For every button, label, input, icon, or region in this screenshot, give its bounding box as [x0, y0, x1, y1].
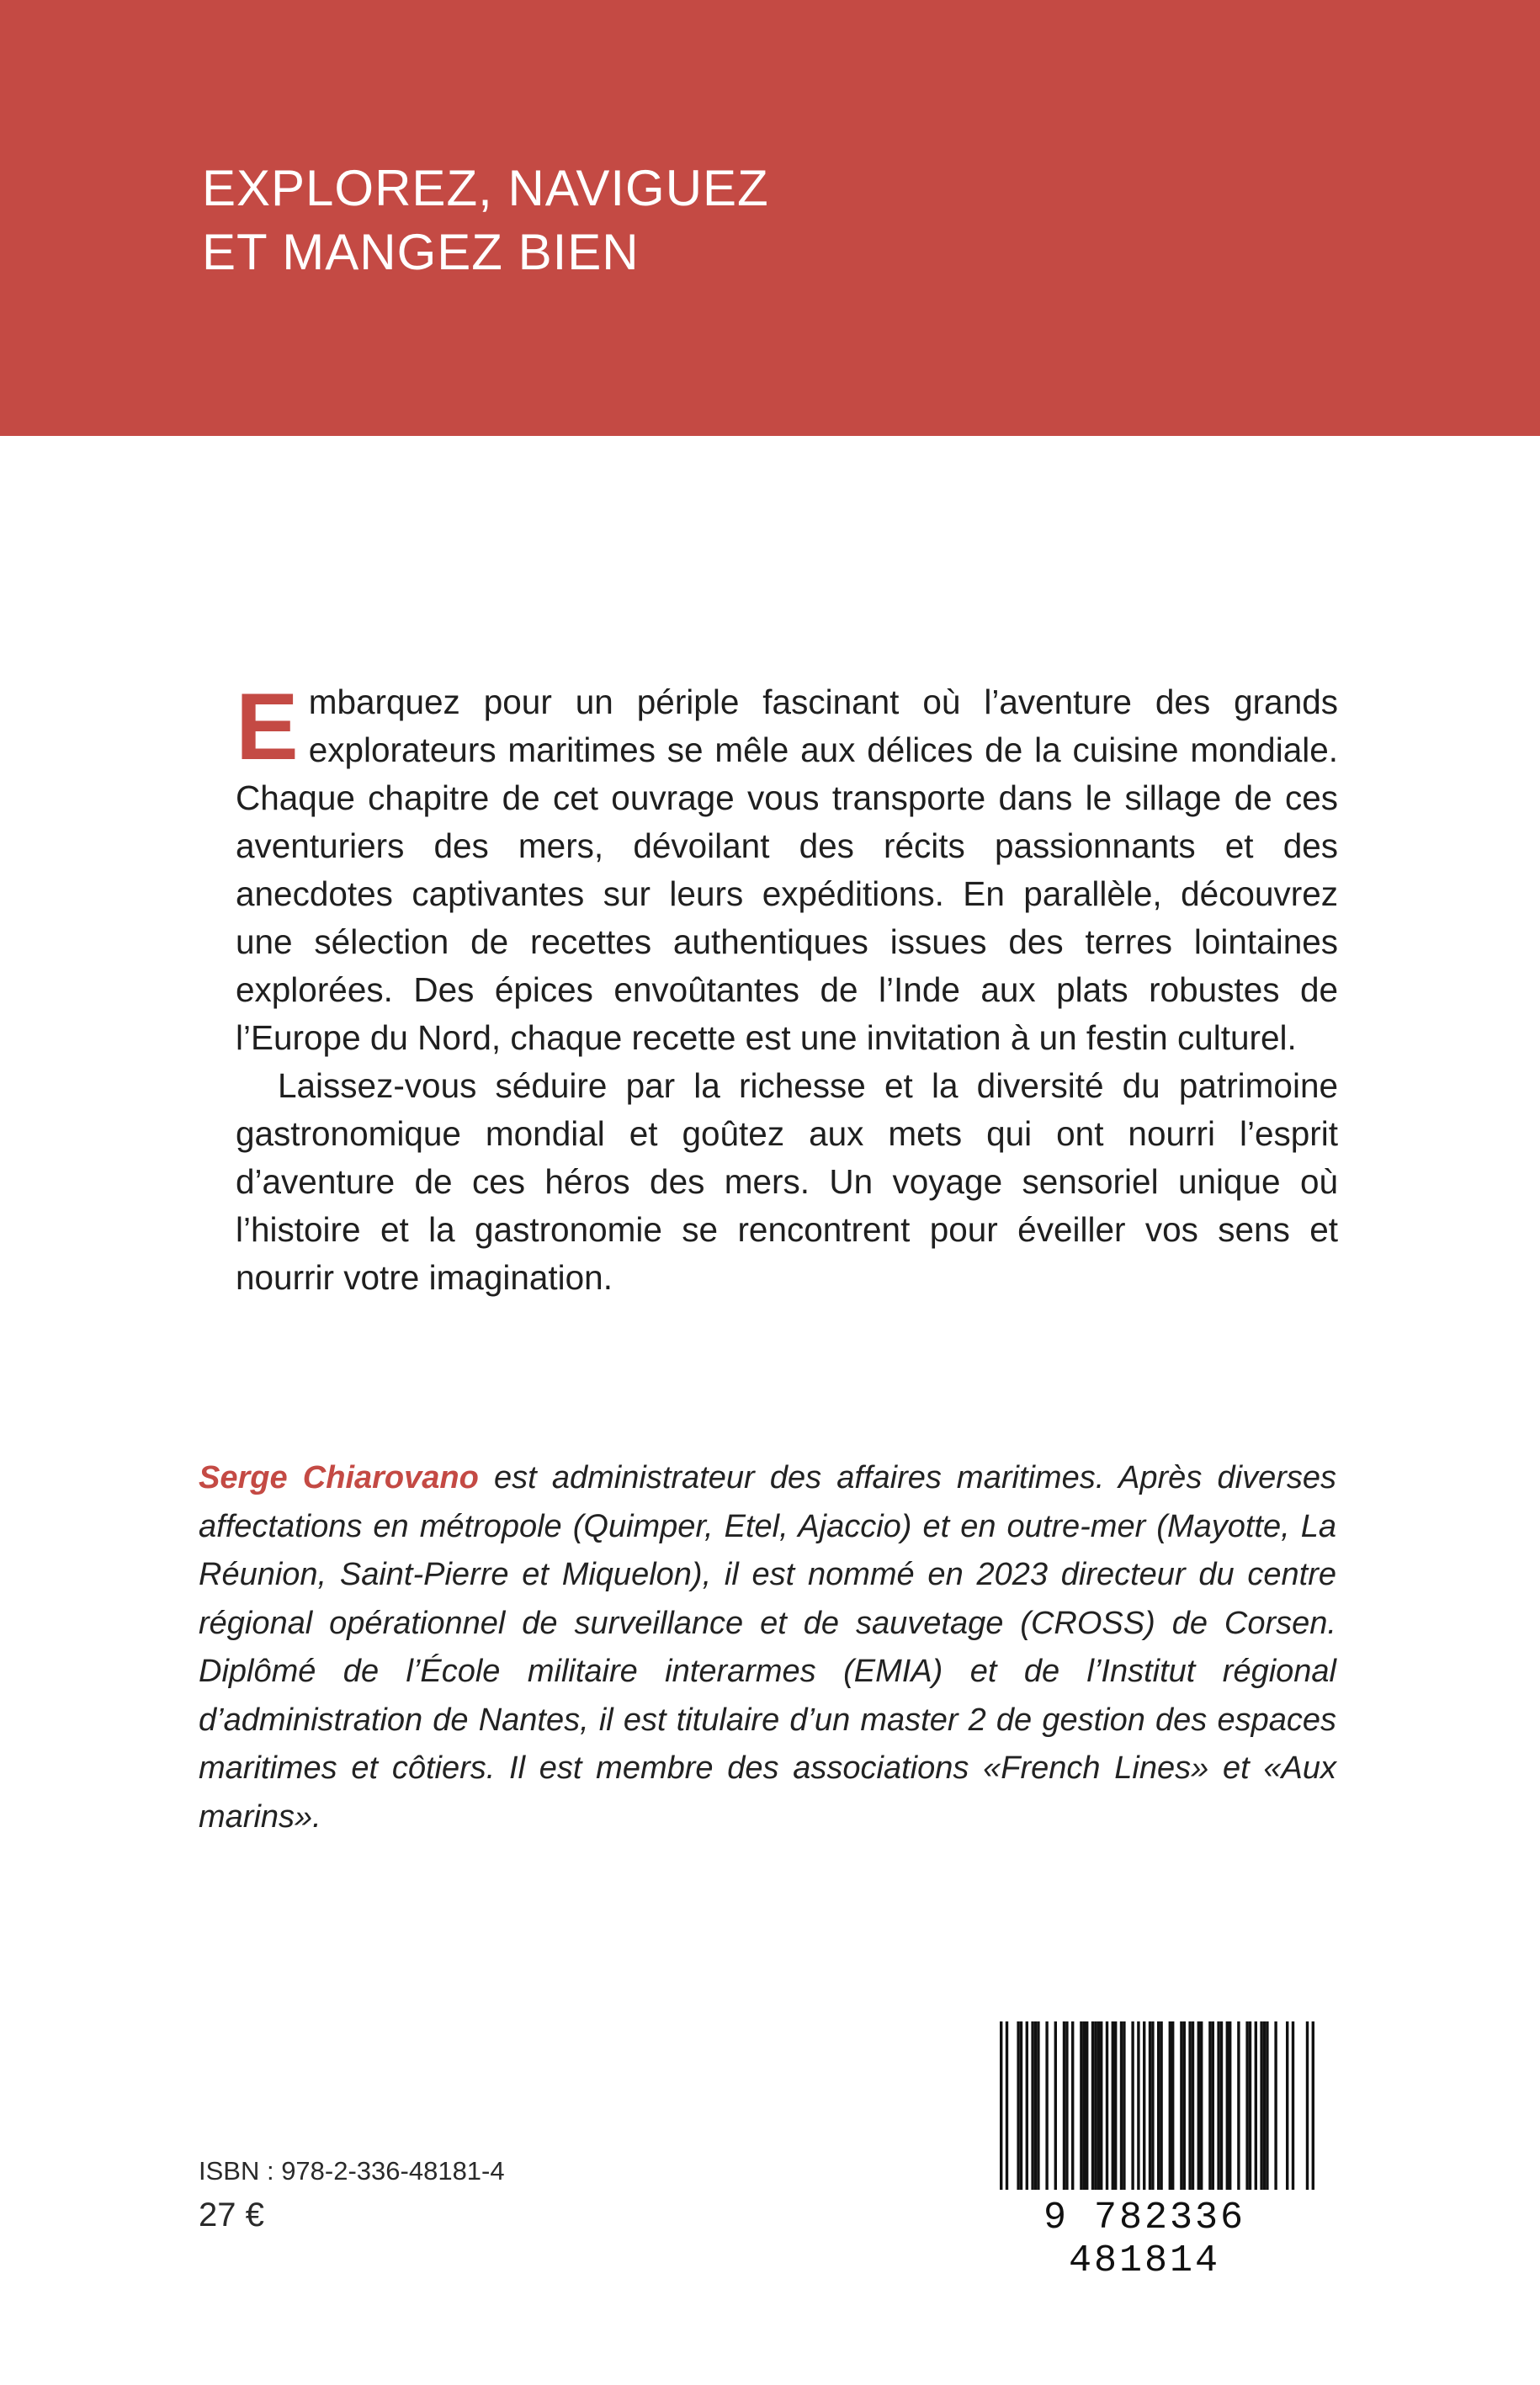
- author-bio: [199, 1454, 1336, 1841]
- barcode-bar: [1208, 2021, 1211, 2190]
- barcode-bar: [1263, 2021, 1266, 2190]
- barcode-bar: [1306, 2021, 1309, 2190]
- price-label: 27 €: [199, 2196, 264, 2234]
- barcode-bar: [1212, 2021, 1214, 2190]
- barcode-digits: 9 782336 481814: [1043, 2196, 1246, 2282]
- barcode-bar: [1031, 2021, 1033, 2190]
- barcode-bar: [1120, 2021, 1123, 2190]
- barcode-bar: [1192, 2021, 1194, 2190]
- barcode-bar: [1274, 2021, 1277, 2190]
- barcode-bar: [1006, 2021, 1008, 2190]
- barcode-bar: [1020, 2021, 1022, 2190]
- blurb-paragraph-1-text: mbarquez pour un périple fascinant où l’aventure des grands explorateurs maritimes se mêle aux délices de la cuisine mondiale. Chaque chapitre de cet ouvrage vous transporte dans le sillage de ces aventuriers des mers, dévoilant des récits passionnants et des anecdotes captivantes sur leurs expéditions. En parallèle, découvrez une sélection de recettes authentiques issues des terres lointaines explorées. Des épices envoûtantes de l’Inde aux plats robustes de l’Europe du Nord, chaque recette est une invitation à un festin culturel.: [236, 683, 1338, 1057]
- barcode-bar: [1143, 2021, 1145, 2190]
- barcode-bar: [1149, 2021, 1151, 2190]
- barcode-bar: [1086, 2021, 1088, 2190]
- barcode-bar: [1157, 2021, 1160, 2190]
- barcode-bar: [1255, 2021, 1257, 2190]
- barcode-bar: [1106, 2021, 1108, 2190]
- book-title-line-2: ET MANGEZ BIEN: [202, 224, 640, 280]
- barcode-bar: [1091, 2021, 1094, 2190]
- barcode-bar: [1312, 2021, 1314, 2190]
- drop-cap: E: [236, 674, 299, 779]
- barcode-bar: [1188, 2021, 1191, 2190]
- barcode-bar: [1114, 2021, 1117, 2190]
- barcode-bar: [1220, 2021, 1223, 2190]
- barcode: [956, 2021, 1333, 2282]
- barcode-bar: [1017, 2021, 1019, 2190]
- barcode-bar: [1160, 2021, 1162, 2190]
- barcode-bar: [1112, 2021, 1114, 2190]
- author-bio-text: est administrateur des affaires maritimes. Après diverses affectations en métropole (Quimper, Etel, Ajaccio) et en outre-mer (Mayotte, La Réunion, Saint-Pierre et Miquelon), il est nommé en 2023 directeur du centre régional opérationnel de surveillance et de sauvetage (CROSS) de Corsen. Diplômé de l’École militaire interarmes (EMIA) et de l’Institut régional d’administration de Nantes, il est titulaire d’un master 2 de gestion des espaces maritimes et côtiers. Il est membre des associations «French Lines» et «Aux marins».: [199, 1460, 1336, 1835]
- barcode-bar: [1000, 2021, 1002, 2190]
- barcode-bar: [1266, 2021, 1268, 2190]
- barcode-bar: [1200, 2021, 1203, 2190]
- book-title-line-1: EXPLOREZ, NAVIGUEZ: [202, 160, 769, 216]
- barcode-bar: [1237, 2021, 1240, 2190]
- barcode-bar: [1226, 2021, 1229, 2190]
- barcode-bar: [1054, 2021, 1057, 2190]
- barcode-bar: [1097, 2021, 1100, 2190]
- barcode-bar: [1037, 2021, 1039, 2190]
- barcode-bar: [1063, 2021, 1065, 2190]
- barcode-bars: [956, 2021, 1333, 2198]
- barcode-bar: [1180, 2021, 1182, 2190]
- barcode-bar: [1045, 2021, 1048, 2190]
- barcode-bar: [1245, 2021, 1248, 2190]
- barcode-bar: [1083, 2021, 1086, 2190]
- barcode-bar: [1094, 2021, 1097, 2190]
- book-title: [202, 157, 769, 284]
- barcode-bar: [1071, 2021, 1074, 2190]
- barcode-bar: [1151, 2021, 1154, 2190]
- barcode-bar: [1169, 2021, 1171, 2190]
- back-cover-blurb: [236, 674, 1338, 1302]
- barcode-bar: [1034, 2021, 1037, 2190]
- barcode-bar: [1171, 2021, 1174, 2190]
- barcode-bar: [1065, 2021, 1068, 2190]
- blurb-paragraph-2: Laissez-vous séduire par la richesse et la diversité du patrimoine gastronomique mondial et goûtez aux mets qui ont nourri l’esprit d’aventure de ces héros des mers. Un voyage sensoriel unique où l’histoire et la gastronomie se rencontrent pour éveiller vos sens et nourrir votre imagination.: [236, 1066, 1338, 1297]
- barcode-bar: [1131, 2021, 1134, 2190]
- barcode-bar: [1080, 2021, 1082, 2190]
- barcode-bar: [1100, 2021, 1102, 2190]
- barcode-bar: [1137, 2021, 1139, 2190]
- barcode-bar: [1197, 2021, 1200, 2190]
- barcode-bar: [1286, 2021, 1288, 2190]
- barcode-bar: [1260, 2021, 1262, 2190]
- barcode-bar: [1229, 2021, 1231, 2190]
- isbn-label: ISBN : 978-2-336-48181-4: [199, 2156, 505, 2186]
- barcode-bar: [1217, 2021, 1219, 2190]
- barcode-bar: [1183, 2021, 1186, 2190]
- barcode-bar: [1292, 2021, 1294, 2190]
- barcode-bar: [1249, 2021, 1251, 2190]
- barcode-bar: [1026, 2021, 1028, 2190]
- barcode-bar: [1123, 2021, 1125, 2190]
- author-name: Serge Chiarovano: [199, 1460, 479, 1495]
- blurb-paragraph-1: [236, 674, 1338, 1062]
